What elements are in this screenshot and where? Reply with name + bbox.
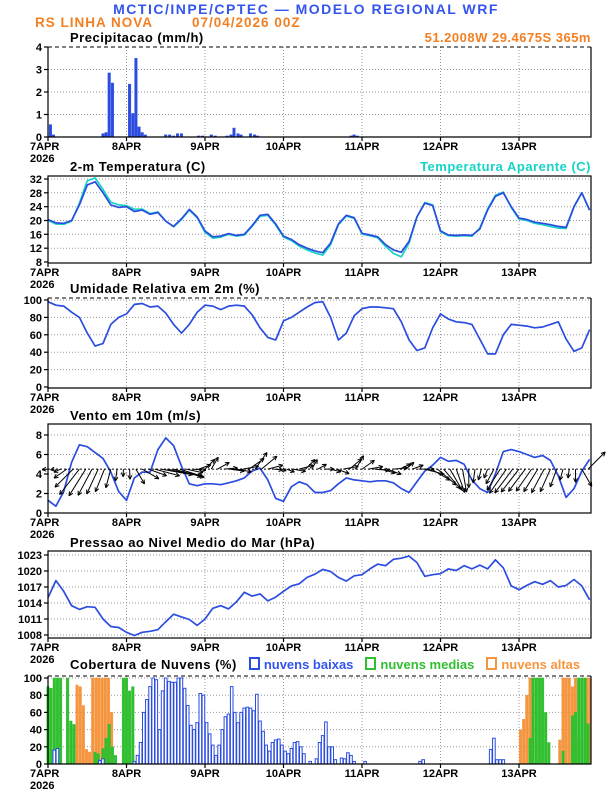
svg-text:1011: 1011 bbox=[18, 614, 42, 626]
svg-text:2026: 2026 bbox=[30, 404, 55, 416]
svg-text:12APR: 12APR bbox=[422, 768, 459, 780]
svg-text:9APR: 9APR bbox=[190, 267, 220, 279]
wind-title: Vento em 10m (m/s) bbox=[70, 408, 202, 423]
svg-text:11APR: 11APR bbox=[344, 768, 380, 780]
svg-text:8APR: 8APR bbox=[111, 517, 142, 529]
svg-text:0: 0 bbox=[35, 508, 42, 520]
svg-text:8: 8 bbox=[35, 257, 42, 269]
svg-text:100: 100 bbox=[23, 295, 42, 307]
svg-text:9APR: 9APR bbox=[190, 141, 220, 153]
svg-text:9APR: 9APR bbox=[190, 768, 220, 780]
svg-text:9APR: 9APR bbox=[190, 642, 220, 654]
svg-text:10APR: 10APR bbox=[265, 768, 302, 780]
svg-text:1017: 1017 bbox=[17, 582, 42, 594]
cloud-cover-title: Cobertura de Nuvens (%) bbox=[70, 657, 237, 672]
svg-text:4: 4 bbox=[35, 469, 42, 481]
panel-0-plot bbox=[30, 42, 591, 165]
svg-text:13APR: 13APR bbox=[501, 392, 537, 404]
svg-text:7APR: 7APR bbox=[30, 267, 60, 279]
legend-label-high-clouds: nuvens altas bbox=[501, 657, 581, 672]
svg-text:20: 20 bbox=[29, 741, 42, 754]
svg-text:2026: 2026 bbox=[30, 780, 55, 792]
run-datetime: 07/04/2026 00Z bbox=[192, 15, 301, 30]
svg-text:2026: 2026 bbox=[30, 153, 55, 165]
svg-text:12APR: 12APR bbox=[422, 517, 459, 529]
svg-text:13APR: 13APR bbox=[501, 642, 537, 654]
legend-label-low-clouds: nuvens baixas bbox=[263, 657, 354, 672]
location-coordinates: 51.2008W 29.4675S 365m bbox=[424, 30, 591, 45]
svg-text:10APR: 10APR bbox=[265, 642, 302, 654]
svg-text:2: 2 bbox=[35, 488, 42, 501]
svg-text:60: 60 bbox=[29, 707, 42, 720]
svg-text:11APR: 11APR bbox=[344, 517, 380, 529]
svg-text:60: 60 bbox=[29, 329, 42, 342]
svg-text:100: 100 bbox=[23, 673, 42, 685]
svg-text:8APR: 8APR bbox=[111, 267, 142, 279]
svg-text:7APR: 7APR bbox=[30, 517, 60, 529]
svg-text:80: 80 bbox=[29, 312, 42, 325]
svg-text:13APR: 13APR bbox=[501, 517, 537, 529]
svg-text:12APR: 12APR bbox=[422, 267, 459, 279]
svg-text:11APR: 11APR bbox=[344, 392, 380, 404]
svg-text:7APR: 7APR bbox=[30, 768, 60, 780]
svg-text:12APR: 12APR bbox=[422, 141, 459, 153]
svg-text:80: 80 bbox=[29, 690, 42, 703]
svg-text:10APR: 10APR bbox=[265, 141, 302, 153]
model-title: MCTIC/INPE/CPTEC — MODELO REGIONAL WRF bbox=[113, 1, 499, 17]
svg-text:8APR: 8APR bbox=[111, 642, 142, 654]
svg-text:12: 12 bbox=[29, 243, 42, 256]
svg-text:2026: 2026 bbox=[30, 654, 55, 666]
pressure-title: Pressao ao Nivel Medio do Mar (hPa) bbox=[70, 535, 316, 550]
svg-text:8APR: 8APR bbox=[111, 768, 142, 780]
panel-2-plot bbox=[24, 295, 591, 416]
legend-label-mid-clouds: nuvens medias bbox=[380, 657, 475, 672]
svg-text:13APR: 13APR bbox=[501, 141, 537, 153]
svg-text:1023: 1023 bbox=[17, 550, 42, 562]
svg-text:12APR: 12APR bbox=[422, 642, 459, 654]
panel-5-plot bbox=[24, 673, 591, 792]
svg-text:1014: 1014 bbox=[17, 598, 42, 610]
svg-text:40: 40 bbox=[29, 347, 42, 360]
svg-text:16: 16 bbox=[29, 229, 42, 242]
svg-text:10APR: 10APR bbox=[265, 392, 302, 404]
svg-text:24: 24 bbox=[29, 201, 42, 214]
svg-text:28: 28 bbox=[29, 187, 42, 200]
panel-1-plot bbox=[30, 174, 591, 291]
svg-text:3: 3 bbox=[35, 64, 42, 77]
svg-text:10APR: 10APR bbox=[265, 517, 302, 529]
svg-text:20: 20 bbox=[29, 215, 42, 228]
svg-text:1: 1 bbox=[35, 109, 42, 122]
svg-text:11APR: 11APR bbox=[344, 267, 380, 279]
svg-text:12APR: 12APR bbox=[422, 392, 459, 404]
svg-text:0: 0 bbox=[35, 132, 42, 144]
svg-text:2026: 2026 bbox=[30, 279, 55, 291]
svg-text:2026: 2026 bbox=[30, 529, 55, 541]
svg-text:1008: 1008 bbox=[17, 630, 42, 642]
svg-text:0: 0 bbox=[35, 759, 42, 771]
apparent-temperature-label: Temperatura Aparente (C) bbox=[420, 159, 591, 174]
svg-text:6: 6 bbox=[35, 449, 42, 462]
svg-text:13APR: 13APR bbox=[501, 267, 537, 279]
svg-text:32: 32 bbox=[29, 174, 42, 186]
svg-text:0: 0 bbox=[35, 382, 42, 394]
svg-text:11APR: 11APR bbox=[344, 642, 380, 654]
svg-text:9APR: 9APR bbox=[190, 517, 220, 529]
svg-text:20: 20 bbox=[29, 364, 42, 377]
svg-text:11APR: 11APR bbox=[344, 141, 380, 153]
svg-text:10APR: 10APR bbox=[265, 267, 302, 279]
svg-text:40: 40 bbox=[29, 724, 42, 737]
svg-text:2: 2 bbox=[35, 87, 42, 99]
station-name: RS LINHA NOVA bbox=[35, 15, 154, 30]
svg-text:8: 8 bbox=[35, 430, 42, 442]
svg-text:7APR: 7APR bbox=[30, 642, 60, 654]
humidity-title: Umidade Relativa em 2m (%) bbox=[70, 281, 261, 296]
svg-text:8APR: 8APR bbox=[111, 141, 142, 153]
precipitation-title: Precipitacao (mm/h) bbox=[70, 30, 204, 45]
temperature-title: 2-m Temperatura (C) bbox=[70, 159, 206, 174]
svg-text:8APR: 8APR bbox=[111, 392, 142, 404]
svg-text:7APR: 7APR bbox=[30, 392, 60, 404]
svg-text:13APR: 13APR bbox=[501, 768, 537, 780]
panel-3-plot bbox=[30, 424, 605, 541]
svg-text:7APR: 7APR bbox=[30, 141, 60, 153]
svg-text:9APR: 9APR bbox=[190, 392, 220, 404]
panel-4-plot bbox=[18, 550, 591, 666]
svg-text:1020: 1020 bbox=[17, 566, 42, 578]
svg-text:4: 4 bbox=[35, 42, 42, 54]
